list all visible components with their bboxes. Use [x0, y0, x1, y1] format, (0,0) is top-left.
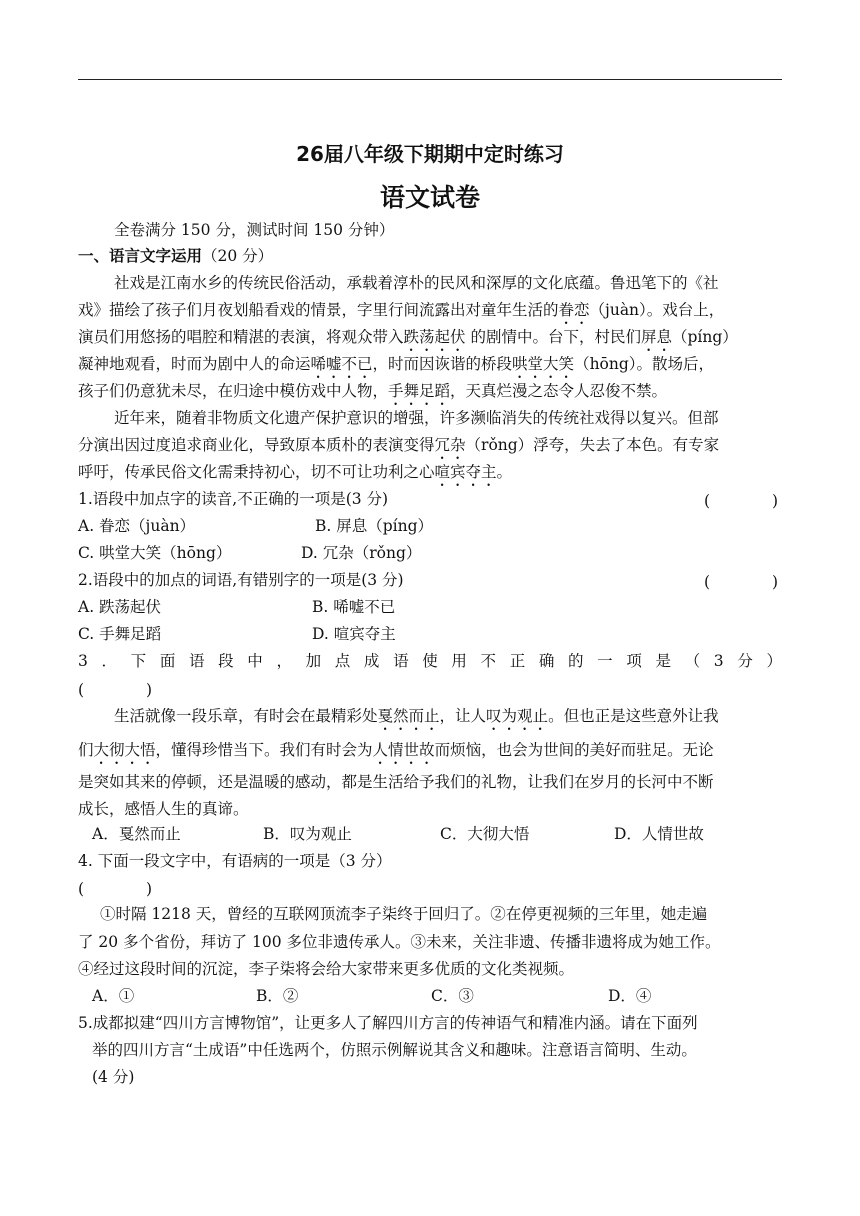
- question-5-line: (4 分): [92, 1068, 135, 1086]
- option-b: B. 唏嘘不已: [312, 598, 396, 616]
- option-c: C．大彻大悟: [440, 825, 530, 843]
- exam-info: 全卷满分 150 分，测试时间 150 分钟）: [114, 221, 395, 239]
- option-c: C．③: [431, 987, 474, 1005]
- question-3-stem: 3 ． 下 面 语 段 中 ， 加 点 成 语 使 用 不 正 确 的 一 项 是 （ 3 分 ）: [78, 652, 782, 670]
- passage-2-line: 分演出因过度追求商业化，导致原本质朴的表演变得冗杂（rǒng）浮夸，失去了本色。有专家: [78, 436, 720, 454]
- dotted-word: 屏息: [640, 328, 672, 346]
- dotted-word: 哄堂大笑: [512, 355, 575, 373]
- question-4-passage-line: 了 20 多个省份，拜访了 100 多位非遗传承人。③未来，关注非遗、传播非遗将成为她工作。: [78, 933, 721, 951]
- passage-2-line: 近年来，随着非物质文化遗产保护意识的增强，许多濒临消失的传统社戏得以复兴。但部: [114, 409, 719, 427]
- question-2-stem: 2.语段中的加点的词语,有错别字的一项是(3 分): [78, 571, 404, 589]
- option-b: B. 屏息（píng）: [315, 517, 434, 535]
- dotted-word: 喧宾夺主: [434, 463, 497, 481]
- question-5-line: 5.成都拟建“四川方言博物馆”，让更多人了解四川方言的传神语气和精准内涵。请在下面列: [78, 1014, 698, 1032]
- dotted-word: 人情世故: [372, 741, 435, 759]
- question-4-stem: 4. 下面一段文字中，有语病的一项是（3 分）: [78, 852, 392, 870]
- section-heading: [78, 246, 273, 266]
- option-a: A. 跌荡起伏: [78, 598, 162, 616]
- question-3-passage-line: 生活就像一段乐章，有时会在最精彩处戛然而止，让人叹为观止。但也正是这些意外让我: [114, 707, 719, 725]
- question-5-line: 举的四川方言“土成语”中任选两个，仿照示例解说其含义和趣味。注意语言简明、生动。: [92, 1041, 697, 1059]
- answer-blank[interactable]: ( ): [78, 681, 153, 699]
- option-a: A．①: [92, 987, 135, 1005]
- header-rule: [78, 79, 782, 80]
- answer-blank[interactable]: ( ): [78, 880, 153, 898]
- question-3-passage-line: 们大彻大悟，懂得珍惜当下。我们有时会为人情世故而烦恼，也会为世间的美好而驻足。无论: [78, 741, 714, 759]
- option-d: D. 冗杂（rǒng）: [301, 544, 422, 562]
- dotted-word: 手舞足蹈: [388, 382, 451, 400]
- answer-blank[interactable]: ( ): [704, 573, 779, 591]
- section-heading-score: （20 分）: [202, 247, 274, 265]
- passage-1-line: 孩子们仍意犹未尽，在归途中模仿戏中人物，手舞足蹈，天真烂漫之态令人忍俊不禁。: [78, 382, 668, 400]
- option-d: D．④: [608, 987, 652, 1005]
- option-b: B．②: [256, 987, 299, 1005]
- option-d: D. 喧宾夺主: [312, 625, 396, 643]
- dotted-word: 戛然而止: [377, 707, 440, 725]
- option-d: D．人情世故: [614, 825, 704, 843]
- option-a: A．戛然而止: [92, 825, 181, 843]
- option-b: B．叹为观止: [263, 825, 352, 843]
- dotted-word: 跌荡起伏: [403, 328, 466, 346]
- question-4-passage-line: ④经过这段时间的沉淀，李子柒将会给大家带来更多优质的文化类视频。: [78, 960, 575, 978]
- subject-title: 语文试卷: [379, 183, 480, 212]
- passage-1-line: 凝神地观看，时而为剧中人的命运唏嘘不已，时而因诙谐的桥段哄堂大笑（hōng）。散场后，: [78, 355, 715, 373]
- question-1-stem: 1.语段中加点字的读音,不正确的一项是(3 分): [78, 490, 389, 508]
- dotted-word: 眷恋: [558, 301, 590, 319]
- dotted-word: 冗杂: [434, 436, 466, 454]
- section-heading-label: 一、语言文字运用: [78, 247, 203, 265]
- answer-blank[interactable]: ( ): [704, 492, 779, 510]
- question-4-passage-line: ①时隔 1218 天，曾经的互联网顶流李子柒终于回归了。②在停更视频的三年里，她走遍: [100, 905, 708, 923]
- passage-1-line: 演员们用悠扬的唱腔和精湛的表演，将观众带入跌荡起伏 的剧情中。台下，村民们屏息（píng）: [78, 328, 738, 346]
- exam-title: 26届八年级下期期中定时练习: [296, 142, 564, 166]
- dotted-word: 叹为观止: [486, 707, 549, 725]
- question-3-passage-line: 是突如其来的停顿，还是温暖的感动，都是生活给予我们的礼物，让我们在岁月的长河中不断: [78, 773, 714, 791]
- option-a: A. 眷恋（juàn）: [78, 517, 196, 535]
- passage-1-line: 戏》描绘了孩子们月夜划船看戏的情景，字里行间流露出对童年生活的眷恋（juàn）。戏台上，: [78, 301, 725, 319]
- passage-1-line: 社戏是江南水乡的传统民俗活动，承载着淳朴的民风和深厚的文化底蕴。鲁迅笔下的《社: [114, 274, 719, 292]
- option-c: C. 手舞足蹈: [78, 625, 162, 643]
- passage-2-line: 呼吁，传承民俗文化需秉持初心，切不可让功利之心喧宾夺主。: [78, 463, 513, 481]
- question-3-passage-line: 成长，感悟人生的真谛。: [78, 800, 249, 818]
- option-c: C. 哄堂大笑（hōng）: [78, 544, 232, 562]
- dotted-word: 大彻大悟: [93, 741, 156, 759]
- dotted-word: 唏嘘不已: [310, 355, 373, 373]
